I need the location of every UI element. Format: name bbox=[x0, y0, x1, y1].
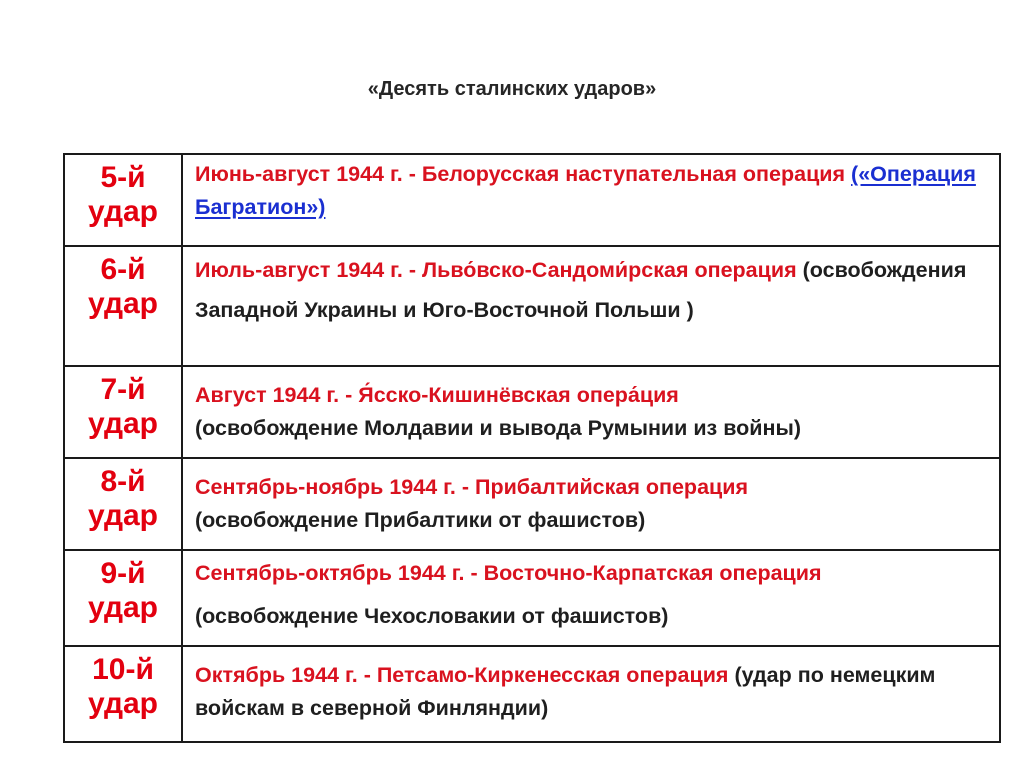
strike-description-cell bbox=[182, 550, 1000, 646]
operation-note: (освобождение Молдавии и вывода Румынии из войны) bbox=[195, 416, 802, 440]
table-row bbox=[64, 458, 1000, 550]
strike-description-cell bbox=[182, 246, 1000, 366]
strike-word: удар bbox=[88, 687, 158, 720]
strike-word: удар bbox=[88, 407, 158, 440]
strike-description-cell bbox=[182, 458, 1000, 550]
table-row bbox=[64, 246, 1000, 366]
strike-word: удар bbox=[88, 591, 158, 624]
operation-title: Июнь-август 1944 г. - Белорусская наступательная операция bbox=[195, 162, 846, 186]
strike-number-cell bbox=[64, 366, 182, 458]
strike-number: 9-й bbox=[100, 557, 146, 590]
operation-title: Июль-август 1944 г. - Льво́вско-Сандоми́рская операция bbox=[195, 258, 797, 282]
table-row bbox=[64, 550, 1000, 646]
operation-bagration-link[interactable]: («Операция Багратион») bbox=[195, 162, 976, 219]
operation-note: (освобождения Западной Украины и Юго-Восточной Польши ) bbox=[195, 258, 967, 322]
strike-number: 6-й bbox=[100, 253, 146, 286]
page-title: «Десять сталинских ударов» bbox=[367, 78, 657, 100]
strike-number: 10-й bbox=[92, 653, 154, 686]
table-row bbox=[64, 366, 1000, 458]
operation-title: Сентябрь-ноябрь 1944 г. - Прибалтийская операция bbox=[195, 475, 749, 499]
strike-number-cell bbox=[64, 458, 182, 550]
operation-note: (освобождение Прибалтики от фашистов) bbox=[195, 508, 646, 532]
strike-description-cell bbox=[182, 366, 1000, 458]
strike-word: удар bbox=[88, 499, 158, 532]
strike-number-cell bbox=[64, 646, 182, 742]
operation-note: (освобождение Чехословакии от фашистов) bbox=[195, 604, 669, 628]
strike-description-cell bbox=[182, 154, 1000, 246]
operation-title: Октябрь 1944 г. - Петсамо-Киркенесская операция bbox=[195, 663, 729, 687]
table-row bbox=[64, 154, 1000, 246]
strike-number: 7-й bbox=[100, 373, 146, 406]
strike-description-cell bbox=[182, 646, 1000, 742]
operation-title: Август 1944 г. - Я́сско-Кишинёвская опера́ция bbox=[195, 383, 679, 407]
operation-title: Сентябрь-октябрь 1944 г. - Восточно-Карпатская операция bbox=[195, 561, 822, 585]
strike-word: удар bbox=[88, 287, 158, 320]
strike-number-cell bbox=[64, 154, 182, 246]
strike-number-cell bbox=[64, 246, 182, 366]
operation-note: (удар по немецким войскам в северной Финляндии) bbox=[195, 663, 936, 720]
strike-number: 8-й bbox=[100, 465, 146, 498]
table-row bbox=[64, 646, 1000, 742]
strikes-table bbox=[63, 153, 1001, 743]
strike-number: 5-й bbox=[100, 161, 146, 194]
strike-number-cell bbox=[64, 550, 182, 646]
strike-word: удар bbox=[88, 195, 158, 228]
